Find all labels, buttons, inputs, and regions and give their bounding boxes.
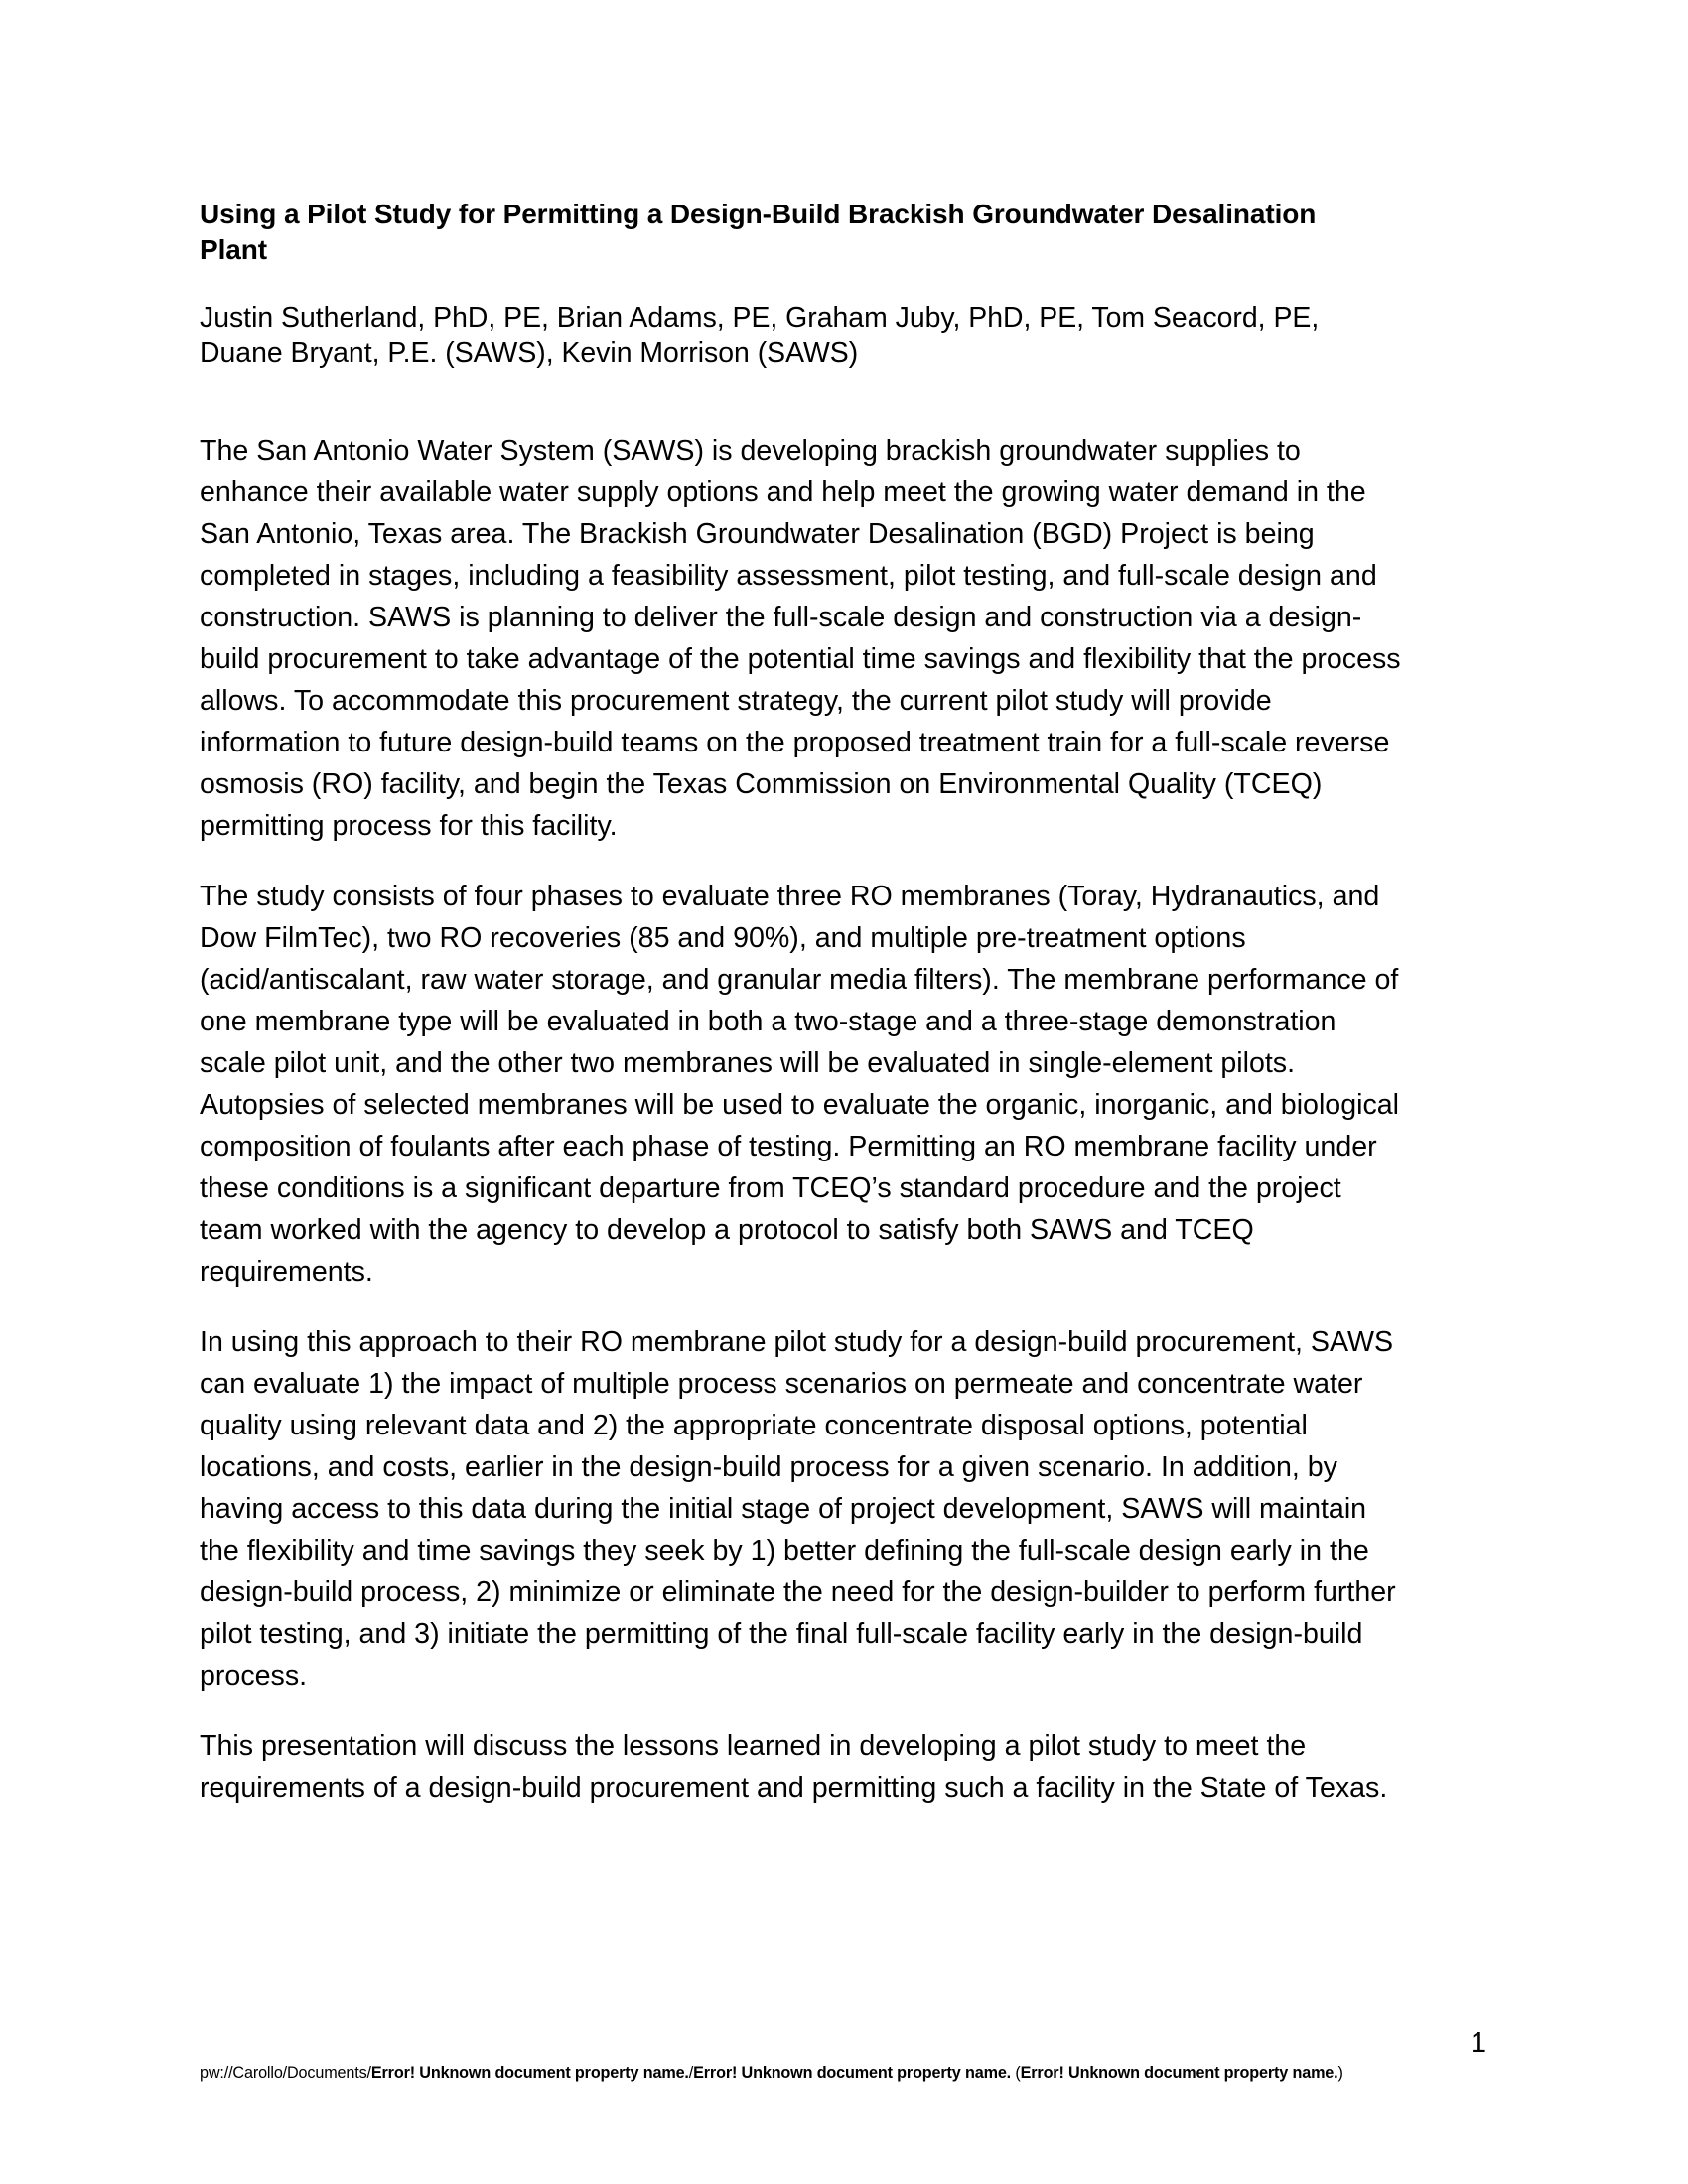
footer-separator: ) (1337, 2064, 1343, 2082)
footer-field-error: Error! Unknown document property name. (370, 2064, 689, 2082)
text-line: Dow FilmTec), two RO recoveries (85 and 90%), and multiple pre-treatment options (200, 922, 1246, 954)
footer-separator: ( (1011, 2064, 1021, 2082)
text-line: completed in stages, including a feasibility assessment, pilot testing, and full-scale design and (200, 560, 1377, 592)
paragraph-approach (200, 1321, 1530, 1697)
text-line: build procurement to take advantage of the potential time savings and flexibility that the process (200, 643, 1401, 675)
text-line: osmosis (RO) facility, and begin the Texas Commission on Environmental Quality (TCEQ) (200, 768, 1323, 800)
text-line: design-build process, 2) minimize or eliminate the need for the design-builder to perform further (200, 1576, 1396, 1608)
author-line: Justin Sutherland, PhD, PE, Brian Adams, PE, Graham Juby, PhD, PE, Tom Seacord, PE, (200, 302, 1320, 334)
paragraph-intro (200, 430, 1530, 847)
title-line: Using a Pilot Study for Permitting a Design-Build Brackish Groundwater Desalination (200, 199, 1317, 229)
text-line: the flexibility and time savings they seek by 1) better defining the full-scale design early in the (200, 1535, 1369, 1567)
text-line: quality using relevant data and 2) the appropriate concentrate disposal options, potential (200, 1410, 1308, 1441)
text-line: Autopsies of selected membranes will be used to evaluate the organic, inorganic, and biological (200, 1089, 1400, 1121)
text-line: enhance their available water supply options and help meet the growing water demand in the (200, 477, 1366, 508)
footer-field-error: Error! Unknown document property name. (1020, 2064, 1338, 2082)
text-line: locations, and costs, earlier in the design-build process for a given scenario. In addition, by (200, 1451, 1337, 1483)
text-line: allows. To accommodate this procurement strategy, the current pilot study will provide (200, 685, 1272, 717)
text-line: information to future design-build teams on the proposed treatment train for a full-scale reverse (200, 727, 1390, 758)
text-line: San Antonio, Texas area. The Brackish Groundwater Desalination (BGD) Project is being (200, 518, 1315, 550)
text-line: scale pilot unit, and the other two membranes will be evaluated in single-element pilots. (200, 1047, 1296, 1079)
author-list (200, 301, 1510, 371)
footer-separator: / (688, 2064, 694, 2082)
text-line: team worked with the agency to develop a protocol to satisfy both SAWS and TCEQ (200, 1214, 1254, 1246)
text-line: The study consists of four phases to evaluate three RO membranes (Toray, Hydranautics, and (200, 881, 1380, 912)
document-footer (200, 2063, 1343, 2083)
text-line: one membrane type will be evaluated in both a two-stage and a three-stage demonstration (200, 1006, 1336, 1037)
author-line: Duane Bryant, P.E. (SAWS), Kevin Morrison (SAWS) (200, 337, 859, 369)
text-line: composition of foulants after each phase of testing. Permitting an RO membrane facility under (200, 1131, 1377, 1162)
text-line: permitting process for this facility. (200, 810, 618, 842)
text-line: In using this approach to their RO membrane pilot study for a design-build procurement, SAWS (200, 1326, 1394, 1358)
text-line: can evaluate 1) the impact of multiple process scenarios on permeate and concentrate water (200, 1368, 1363, 1400)
footer-field-error: Error! Unknown document property name. (693, 2064, 1012, 2082)
text-line: The San Antonio Water System (SAWS) is developing brackish groundwater supplies to (200, 435, 1301, 467)
page-number: 1 (1470, 2027, 1486, 2059)
abstract-body (200, 430, 1530, 1838)
text-line: these conditions is a significant departure from TCEQ’s standard procedure and the project (200, 1172, 1341, 1204)
text-line: This presentation will discuss the lessons learned in developing a pilot study to meet the (200, 1730, 1307, 1762)
text-line: construction. SAWS is planning to deliver the full-scale design and construction via a design- (200, 602, 1362, 633)
text-line: requirements. (200, 1256, 373, 1288)
paragraph-study-phases (200, 876, 1530, 1293)
text-line: (acid/antiscalant, raw water storage, and granular media filters). The membrane performance of (200, 964, 1399, 996)
document-title (200, 197, 1510, 268)
paragraph-conclusion (200, 1725, 1530, 1809)
text-line: process. (200, 1660, 308, 1692)
text-line: requirements of a design-build procurement and permitting such a facility in the State of Texas. (200, 1772, 1388, 1804)
text-line: having access to this data during the initial stage of project development, SAWS will maintain (200, 1493, 1367, 1525)
footer-path: pw://Carollo/Documents/ (200, 2064, 371, 2082)
title-line: Plant (200, 234, 267, 265)
text-line: pilot testing, and 3) initiate the permitting of the final full-scale facility early in the design-build (200, 1618, 1363, 1650)
